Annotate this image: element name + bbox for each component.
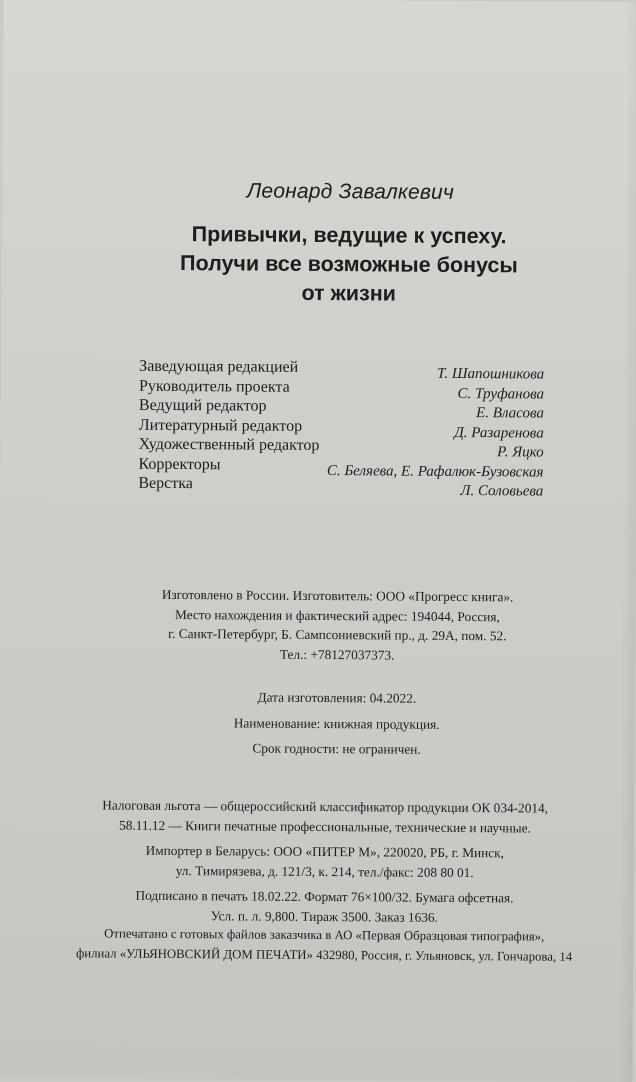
credit-row <box>138 474 544 500</box>
title-line: Получи все возможные бонусы <box>179 251 518 278</box>
shelf-life: Срок годности: не ограничен. <box>252 740 421 757</box>
print-info-line: Усл. п. л. 9,800. Тираж 3500. Заказ 1636. <box>210 907 438 925</box>
manufacturer-line: Тел.: +78127037373. <box>279 646 395 663</box>
credits-list <box>138 357 545 500</box>
credit-name: Е. Власова <box>476 405 544 422</box>
book-title <box>2 219 636 310</box>
credit-name: С. Беляева, Е. Рафалюк-Бузовская <box>326 462 544 481</box>
printed-by-line: филиал «УЛЬЯНОВСКИЙ ДОМ ПЕЧАТИ» 432980, Россия, г. Ульяновск, ул. Гончарова, 14 <box>75 945 573 964</box>
manufacturer-block <box>0 584 636 666</box>
credit-role: Руководитель проекта <box>139 377 290 396</box>
credit-name: Л. Соловьева <box>460 482 544 500</box>
credit-name: Т. Шапошникова <box>436 365 545 383</box>
credit-role: Художественный редактор <box>138 435 320 455</box>
credit-role: Ведущий редактор <box>138 396 267 415</box>
production-date: Дата изготовления: 04.2022. <box>257 689 417 706</box>
print-info-line: Подписано в печать 18.02.22. Формат 76×100/32. Бумага офсетная. <box>135 887 514 906</box>
title-line: Привычки, ведущие к успеху. <box>191 222 507 249</box>
author-name: Леонард Завалкевич <box>246 179 455 204</box>
manufacturer-line: Изготовлено в России. Изготовитель: ООО «Прогресс книга». <box>161 586 514 605</box>
title-line: от жизни <box>301 280 397 306</box>
credit-name: Р. Яцко <box>497 444 544 461</box>
manufacturer-line: г. Санкт-Петербург, Б. Сампсониевский пр., д. 29А, пом. 52. <box>168 625 507 644</box>
credit-role: Корректоры <box>138 455 221 473</box>
credit-role: Литературный редактор <box>138 416 303 435</box>
product-info-block <box>0 686 635 767</box>
importer-line: ул. Тимирязева, д. 121/3, к. 214, тел./факс: 208 80 01. <box>175 862 474 880</box>
credit-name: Д. Разаренова <box>454 424 544 442</box>
product-name: Наименование: книжная продукция. <box>233 714 440 732</box>
manufacturer-line: Место нахождения и фактический адрес: 194044, Россия, <box>175 606 500 624</box>
printed-by-line: Отпечатано с готовых файлов заказчика в АО «Первая Образцовая типография», <box>104 926 545 944</box>
tax-line: 58.11.12 — Книги печатные профессиональные, технические и научные. <box>119 817 531 835</box>
publishing-details <box>0 795 634 967</box>
credit-name: С. Труфанова <box>457 385 545 403</box>
tax-line: Налоговая льгота — общероссийский классификатор продукции ОК 034-2014, <box>102 797 549 816</box>
importer-line: Импортер в Беларусь: ООО «ПИТЕР М», 220020, РБ, г. Минск, <box>145 842 505 861</box>
credit-role: Верстка <box>138 474 193 493</box>
credit-role: Заведующая редакцией <box>139 357 299 376</box>
